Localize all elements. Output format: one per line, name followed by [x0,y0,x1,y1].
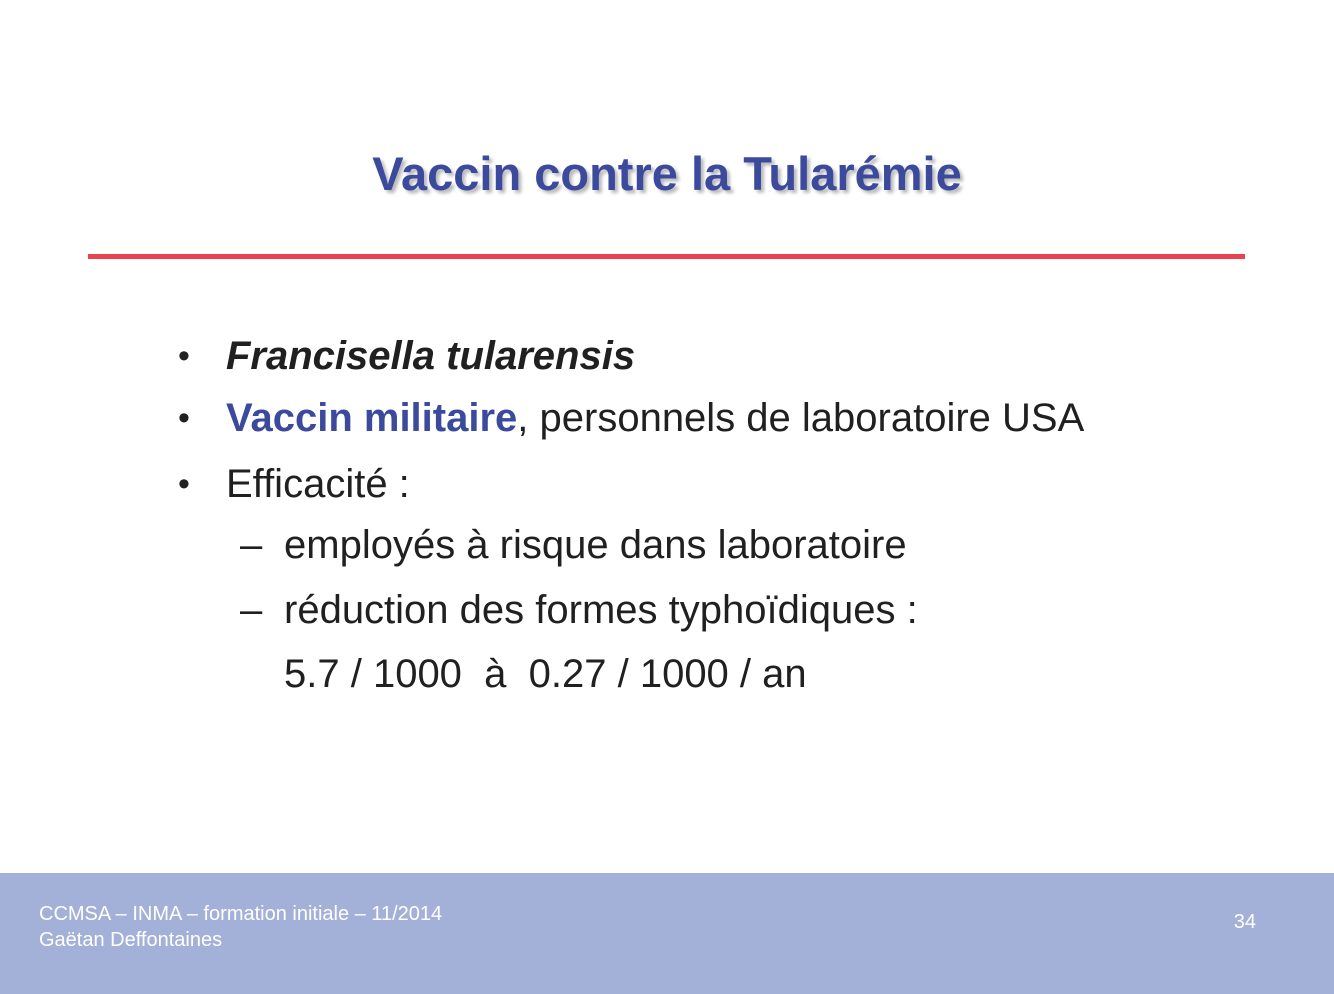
bullet-icon: • [178,337,190,375]
bullet-highlight-text: Vaccin militaire [226,396,518,440]
sub-bullet-text: réduction des formes typhoïdiques : [284,588,918,632]
sub-bullet-text: employés à risque dans laboratoire [284,523,907,567]
slide-footer [0,873,1334,994]
bullet-item [178,460,410,508]
sub-bullet-item [240,521,907,569]
bullet-icon: • [178,465,190,503]
bullet-icon: • [178,399,190,437]
bullet-text: , personnels de laboratoire USA [517,396,1085,440]
bullet-item [178,332,636,380]
slide-title: Vaccin contre la Tularémie [372,147,962,200]
footer-author: Gaëtan Deffontaines [39,929,223,951]
footer-course-line: CCMSA – INMA – formation initiale – 11/2014 [39,903,443,925]
sub-bullet-item [240,586,918,634]
page-number: 34 [1233,911,1256,933]
dash-icon: – [240,523,263,567]
dash-icon: – [240,588,263,632]
sub-bullet-continuation: 5.7 / 1000 à 0.27 / 1000 / an [284,652,807,696]
bullet-item [178,394,1085,442]
bullet-text: Francisella tularensis [226,334,636,378]
bullet-text: Efficacité : [226,462,410,506]
